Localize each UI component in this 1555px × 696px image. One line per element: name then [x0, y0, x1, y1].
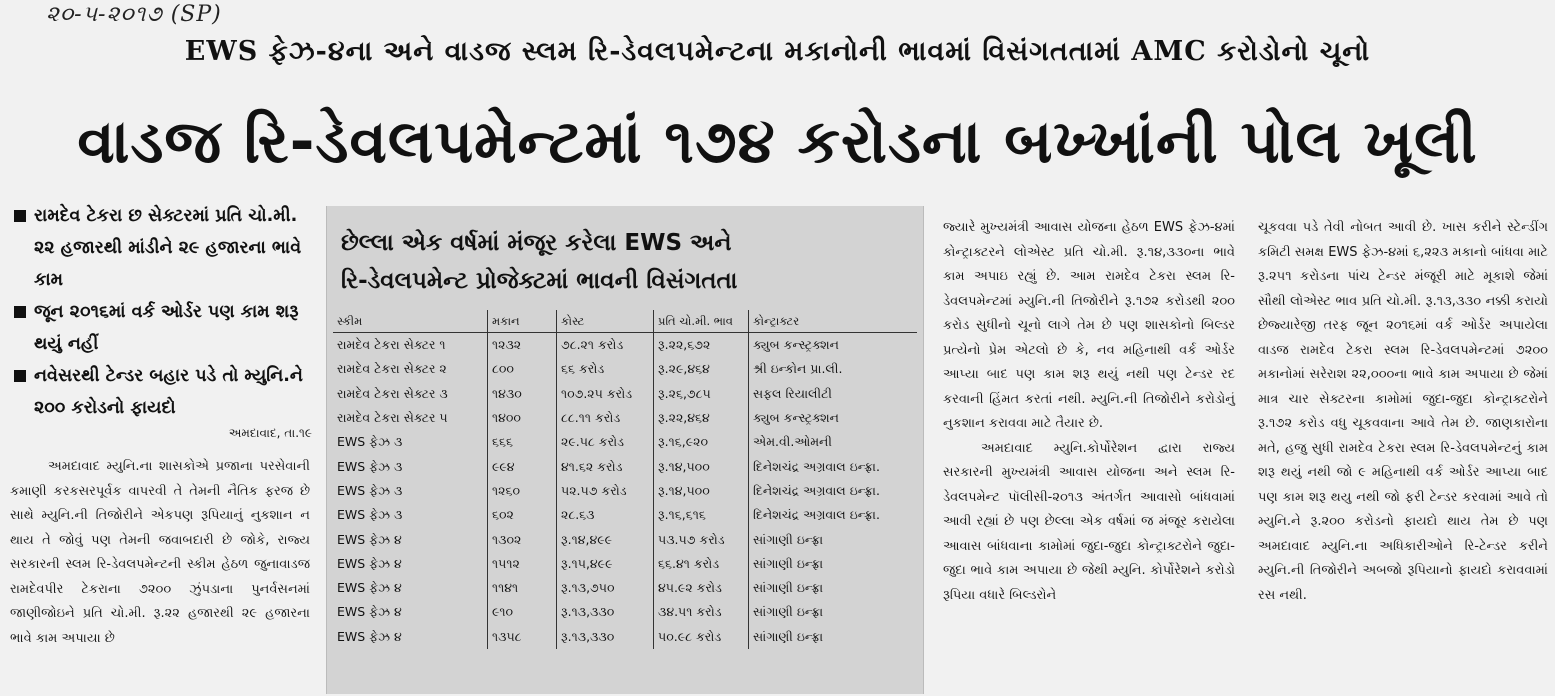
- column-header: સ્કીમ: [333, 310, 488, 333]
- article-column-1: [10, 455, 310, 651]
- table-cell: રૂ.૨૨,૪૬૪: [654, 406, 749, 430]
- bullet-square-icon: [14, 306, 26, 318]
- table-cell: ૨૮.૬૩: [557, 503, 654, 527]
- highlight-text: રામદેવ ટેકરા છ સેક્ટરમાં પ્રતિ ચો.મી. ૨૨ હજારથી માંડીને ૨૯ હજારના ભાવે કામ: [34, 206, 302, 290]
- highlight-item: [12, 296, 312, 360]
- table-cell: EWS ફેઝ ૩: [337, 458, 403, 474]
- table-cell: ૬૬૬: [488, 430, 557, 454]
- table-cell: શ્રી ઇન્કોન પ્રા.લી.: [749, 357, 918, 381]
- table-cell: ૧૫૧૨: [488, 552, 557, 576]
- table-row: [333, 625, 917, 649]
- price-comparison-table: [333, 310, 917, 649]
- table-cell: સાંગાણી ઇન્ફ્રા: [749, 552, 918, 576]
- boxout-title-line: રિ-ડેવલપમેન્ટ પ્રોજેક્ટમાં ભાવની વિસંગતતા: [341, 268, 738, 294]
- table-cell: EWS ફેઝ ૪: [337, 604, 402, 620]
- column-header: પ્રતિ ચો.મી. ભાવ: [654, 310, 749, 333]
- handwritten-date-note: ૨૦-૫-૨૦૧૭ (SP): [46, 2, 222, 27]
- article-paragraph: અમદાવાદ મ્યુનિ.કોર્પોરેશન દ્વારા રાજ્ય સરકારની મુખ્યમંત્રી આવાસ યોજના અને સ્લમ રિ-ડેવલપમેન્ટ પૉલીસી-૨૦૧૩ અંતર્ગત આવાસો બાંધવામાં આવી રહ્યાં છે પણ છેલ્લા એક વર્ષમાં જ મંજૂર કરાયેલા આવાસ બાંધવાના કામોમાં જુદા-જુદા કોન્ટ્રાક્ટરોને જુદા-જુદા ભાવે કામ અપાયા છે જેથી મ્યુનિ. કોર્પોરેશને કરોડો રૂપિયા વધારે બિલ્ડરોને: [943, 440, 1235, 603]
- dateline: અમદાવાદ, તા.૧૯: [228, 426, 312, 440]
- highlight-item: [12, 360, 312, 424]
- table-cell: રૂ.૧૪,૫૦૦: [654, 479, 749, 503]
- table-row: [333, 503, 917, 527]
- table-cell: ક્યુબ કન્સ્ટ્રક્શન: [749, 406, 918, 430]
- table-row: [333, 382, 917, 406]
- table-cell: EWS ફેઝ ૪: [337, 628, 402, 644]
- table-cell: ૧૩૦૨: [488, 527, 557, 551]
- article-column-3: [1258, 216, 1548, 608]
- table-cell: EWS ફેઝ ૪: [337, 531, 402, 547]
- table-cell: રૂ.૧૩,૩૩૦: [557, 625, 654, 649]
- bullet-square-icon: [14, 370, 26, 382]
- highlights-block: [12, 200, 312, 442]
- table-cell: રામદેવ ટેકરા સેક્ટર ૨: [337, 361, 447, 377]
- boxout-title: [341, 224, 911, 300]
- table-cell: રૂ.૧૫,૪૯૯: [557, 552, 654, 576]
- article-paragraph: અમદાવાદ મ્યુનિ.ના શાસકોએ પ્રજાના પરસેવાની કમાણી કરકસરપૂર્વક વાપરવી તે તેમની નૈતિક ફરજ છે સાથે મ્યુનિ.ની તિજોરીને એકપણ રૂપિયાનું નુકશાન ન થાય તે જોવું પણ તેમની જવાબદારી છે જોકે, રાજ્ય સરકારની સ્લમ રિ-ડેવલપમેન્ટની સ્કીમ હેઠળ જુનાવાડજ રામદેવપીર ટેકરાના ૭૨૦૦ ઝુંપડાના પુનર્વસનમાં જાણીજોઇને પ્રતિ ચો.મી. રૂ.૨૨ હજારથી ૨૯ હજારના ભાવે કામ અપાયા છે: [10, 459, 310, 646]
- table-cell: ૫૦.૯૮ કરોડ: [654, 625, 749, 649]
- table-cell: EWS ફેઝ ૪: [337, 555, 402, 571]
- kicker-headline: EWS ફેઝ-૪ના અને વાડજ સ્લમ રિ-ડેવલપમેન્ટના મકાનોની ભાવમાં વિસંગતતામાં AMC કરોડોનો ચૂનો: [184, 36, 1371, 67]
- table-cell: ૧૪૦૦: [488, 406, 557, 430]
- table-cell: રામદેવ ટેકરા સેક્ટર ૫: [337, 410, 448, 426]
- table-cell: ૧૨૬૦: [488, 479, 557, 503]
- comparison-boxout: [326, 206, 924, 694]
- table-cell: ૬૬ કરોડ: [557, 357, 654, 381]
- table-cell: ૫૩.૫૭ કરોડ: [654, 527, 749, 551]
- table-cell: રામદેવ ટેકરા સેક્ટર ૩: [337, 385, 448, 401]
- table-header-row: [333, 310, 917, 333]
- table-cell: ૧૨૩૨: [488, 333, 557, 358]
- table-cell: ૯૧૦: [488, 600, 557, 624]
- table-row: [333, 454, 917, 478]
- column-header: કોન્ટ્રાક્ટર: [749, 310, 918, 333]
- table-cell: ૧૪૩૦: [488, 382, 557, 406]
- table-cell: રૂ.૨૬,૭૮૫: [654, 382, 749, 406]
- table-body: [333, 333, 917, 649]
- table-row: [333, 479, 917, 503]
- table-cell: ૨૯.૫૮ કરોડ: [557, 430, 654, 454]
- article-paragraph: ચૂકવવા પડે તેવી નોબત આવી છે. ખાસ કરીને સ્ટેન્ડીંગ કમિટી સમક્ષ EWS ફેઝ-૪માં ૬,૨૨૩ મકાનો બાંધવા માટે રૂ.૨૫૧ કરોડના પાંચ ટેન્ડર મંજૂરી માટે મૂકાશે જેમાં સૌથી લોએસ્ટ ભાવ પ્રતિ ચો.મી. રૂ.૧૩,૩૩૦ નક્કી કરાયો છેજ્યારેજી તરફ જૂન ૨૦૧૬માં વર્ક ઓર્ડર અપાયેલા વાડજ રામદેવ ટેકરા સ્લમ રિ-ડેવલપમેન્ટમાં ૭૨૦૦ મકાનોમાં સરેરાશ ૨૨,૦૦૦ના ભાવે કામ અપાયા છે જેમાં માત્ર ચાર સેક્ટરના કામોમાં જુદા-જુદા કોન્ટ્રાક્ટરોને રૂ.૧૭૨ કરોડ વધુ ચૂકવવાના આવે તેમ છે. જાણકારોના મતે, હજુ સુધી રામદેવ ટેકરા સ્લમ રિ-ડેવલપમેન્ટનું કામ શરૂ થયું નથી જો ૯ મહિનાથી વર્ક ઓર્ડર આપ્યા બાદ પણ કામ શરૂ થયુ નથી જો ફરી ટેન્ડર કરવામાં આવે તો મ્યુનિ.ને રૂ.૨૦૦ કરોડનો ફાયદો થાય તેમ છે પણ અમદાવાદ મ્યુનિ.ના અધિકારીઓને રિ-ટેન્ડર કરીને મ્યુનિ.ની તિજોરીને અબજો રૂપિયાનો ફાયદો કરાવવામાં રસ નથી.: [1258, 220, 1548, 603]
- table-cell: ૯૯૪: [488, 454, 557, 478]
- table-cell: રૂ.૧૪,૪૯૯: [557, 527, 654, 551]
- table-row: [333, 552, 917, 576]
- table-cell: ૧૩૫૮: [488, 625, 557, 649]
- table-cell: સાંગાણી ઇન્ફ્રા: [749, 527, 918, 551]
- article-column-2: [943, 216, 1235, 608]
- table-cell: દિનેશચંદ્ર અગ્રવાલ ઇન્ફ્રા.: [749, 479, 918, 503]
- table-cell: રૂ.૨૨,૬૭૨: [654, 333, 749, 358]
- table-cell: સાંગાણી ઇન્ફ્રા: [749, 600, 918, 624]
- table-cell: ૫૨.૫૭ કરોડ: [557, 479, 654, 503]
- boxout-title-line: છેલ્લા એક વર્ષમાં મંજૂર કરેલા EWS અને: [341, 230, 732, 256]
- table-cell: ક્યુબ કન્સ્ટ્રક્શન: [749, 333, 918, 358]
- table-row: [333, 357, 917, 381]
- table-row: [333, 527, 917, 551]
- table-row: [333, 576, 917, 600]
- table-cell: ૮૦૦: [488, 357, 557, 381]
- highlight-item: [12, 200, 312, 296]
- table-row: [333, 430, 917, 454]
- table-cell: રૂ.૧૬,૯૨૦: [654, 430, 749, 454]
- table-cell: EWS ફેઝ ૩: [337, 482, 403, 498]
- table-cell: સાંગાણી ઇન્ફ્રા: [749, 625, 918, 649]
- table-cell: ૮૮.૧૧ કરોડ: [557, 406, 654, 430]
- highlight-text: નવેસરથી ટેન્ડર બહાર પડે તો મ્યુનિ.ને ૨૦૦ કરોડનો ફાયદો: [34, 366, 303, 418]
- table-cell: એમ.વી.ઓમની: [749, 430, 918, 454]
- table-cell: ૬૬.૪૧ કરોડ: [654, 552, 749, 576]
- table-cell: EWS ફેઝ ૪: [337, 580, 402, 596]
- table-cell: EWS ફેઝ ૩: [337, 507, 403, 523]
- main-headline: વાડજ રિ-ડેવલપમેન્ટમાં ૧૭૪ કરોડના બખ્ખાંની પોલ ખૂલી: [77, 107, 1478, 177]
- table-cell: રૂ.૧૬,૬૧૬: [654, 503, 749, 527]
- table-cell: દિનેશચંદ્ર અગ્રવાલ ઇન્ફ્રા.: [749, 454, 918, 478]
- table-cell: ૧૦૭.૨૫ કરોડ: [557, 382, 654, 406]
- table-row: [333, 406, 917, 430]
- highlight-text: જૂન ૨૦૧૬માં વર્ક ઓર્ડર પણ કામ શરૂ થયું નહીં: [34, 302, 299, 354]
- table-cell: સફલ રિયાલીટી: [749, 382, 918, 406]
- table-cell: EWS ફેઝ ૩: [337, 434, 403, 450]
- table-cell: ૪૧.૬૨ કરોડ: [557, 454, 654, 478]
- table-cell: ૭૮.૨૧ કરોડ: [557, 333, 654, 358]
- table-cell: ૧૧૪૧: [488, 576, 557, 600]
- table-cell: રૂ.૧૩,૭૫૦: [557, 576, 654, 600]
- column-header: કોસ્ટ: [557, 310, 654, 333]
- table-cell: ૩૪.૫૧ કરોડ: [654, 600, 749, 624]
- table-cell: ૪૫.૯૨ કરોડ: [654, 576, 749, 600]
- table-cell: રૂ.૨૯,૪૬૪: [654, 357, 749, 381]
- table-row: [333, 600, 917, 624]
- table-cell: ૬૦૨: [488, 503, 557, 527]
- bullet-square-icon: [14, 210, 26, 222]
- article-paragraph: જ્યારે મુખ્યમંત્રી આવાસ યોજના હેઠળ EWS ફેઝ-૪માં કોન્ટ્રાક્ટરને લોએસ્ટ પ્રતિ ચો.મી. રૂ.૧૪,૩૩૦ના ભાવે કામ અપાઇ રહ્યું છે. આમ રામદેવ ટેકરા સ્લમ રિ-ડેવલપમેન્ટમાં મ્યુનિ.ની તિજોરીને રૂ.૧૭૨ કરોડથી ૨૦૦ કરોડ સુધીનો ચૂનો લાગે તેમ છે પણ શાસકોનો બિલ્ડર પ્રત્યેનો પ્રેમ એટલો છે કે, નવ મહિનાથી વર્ક ઓર્ડર આપ્યા બાદ પણ કામ શરૂ થયું નથી પણ ટેન્ડર રદ કરવાની હિંમત કરતાં નથી. મ્યુનિ.ની તિજોરીને કરોડોનું નુકશાન કરાવવા માટે તૈયાર છે.: [943, 220, 1235, 431]
- table-cell: દિનેશચંદ્ર અગ્રવાલ ઇન્ફ્રા.: [749, 503, 918, 527]
- table-row: [333, 333, 917, 358]
- table-cell: સાંગાણી ઇન્ફ્રા: [749, 576, 918, 600]
- table-cell: રામદેવ ટેકરા સેક્ટર ૧: [337, 337, 446, 353]
- table-cell: રૂ.૧૩,૩૩૦: [557, 600, 654, 624]
- column-header: મકાન: [488, 310, 557, 333]
- table-cell: રૂ.૧૪,૫૦૦: [654, 454, 749, 478]
